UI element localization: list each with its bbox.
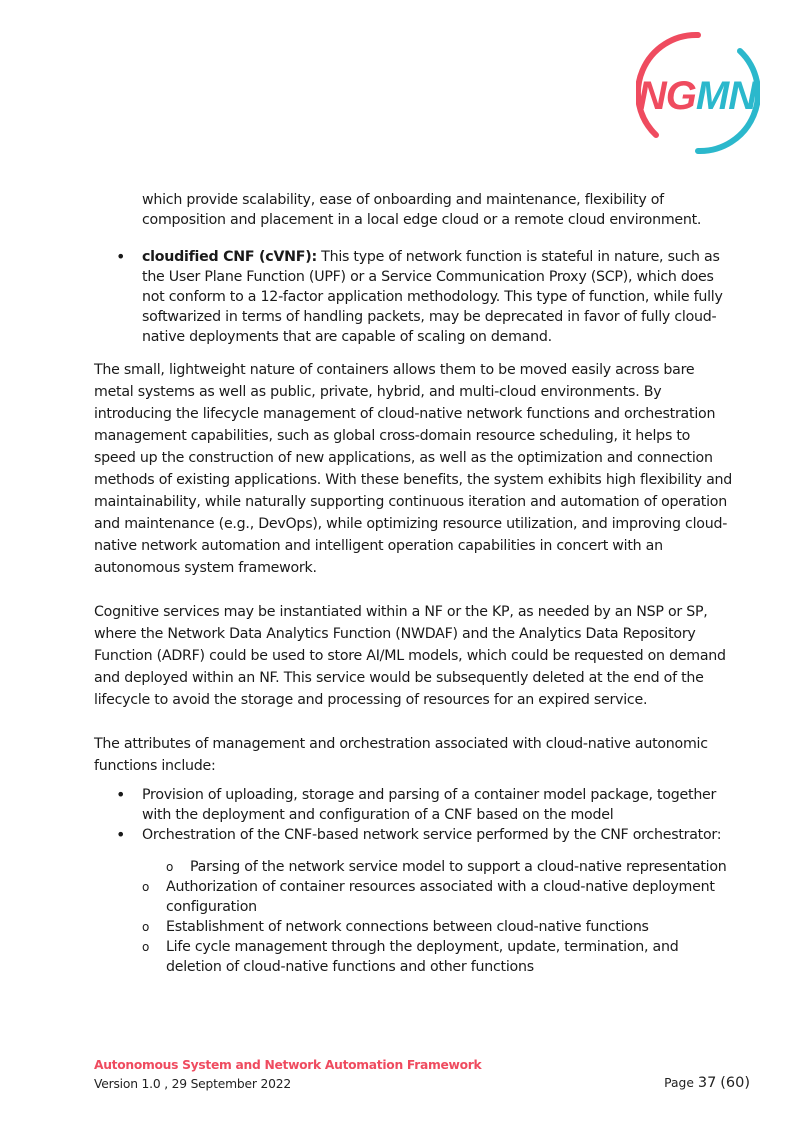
page-body [94, 190, 734, 977]
bullet-cvnf-term: cloudified CNF (cVNF): [142, 249, 317, 265]
footer-title: Autonomous System and Network Automation Framework [94, 1058, 482, 1072]
logo-text-mn: MN [695, 74, 757, 118]
attributes-list [94, 785, 734, 845]
attribute-bullet: • Orchestration of the CNF-based network service performed by the CNF orchestrator: [94, 825, 734, 845]
paragraph-cognitive-services: Cognitive services may be instantiated within a NF or the KP, as needed by an NSP or SP, where the Network Data Analytics Function (NWDAF) and the Analytics Data Repository Function (ADRF) could be used to store AI/ML models, which could be requested on demand and deployed within an NF. This service would be subsequently deleted at the end of the lifecycle to avoid the storage and processing of resources for an expired service. [94, 604, 726, 708]
bullet-cvnf-text: This type of network function is stateful in nature, such as the User Plane Function (UPF) or a Service Communication Proxy (SCP), which does not conform to a 12-factor application methodology. This type of function, while fully softwarized in terms of handling packets, may be deprecated in favor of fully cloud-native deployments that are capable of scaling on demand. [142, 249, 723, 345]
bullet-cvnf [94, 247, 734, 347]
page-current: 37 [697, 1075, 717, 1091]
attributes-intro: The attributes of management and orchestration associated with cloud-native autonomic functions include: [94, 736, 708, 774]
page-label: Page [664, 1076, 694, 1090]
page-number [648, 1075, 750, 1091]
sub-bullet: o Parsing of the network service model to support a cloud-native representation [94, 857, 734, 877]
svg-text:NGMN [638, 74, 758, 118]
cnf-type-list [94, 247, 734, 347]
ngmn-logo [636, 31, 760, 155]
sub-bullet: o Authorization of container resources associated with a cloud-native deployment configuration [94, 877, 734, 917]
attribute-bullet: • Provision of uploading, storage and parsing of a container model package, together with the deployment and configuration of a CNF based on the model [94, 785, 734, 825]
footer-version: Version 1.0 , 29 September 2022 [94, 1077, 291, 1091]
logo-text-ng: NG [637, 74, 696, 118]
page-total: (60) [720, 1075, 750, 1091]
orchestration-sub-list [94, 857, 734, 977]
sub-bullet: o Establishment of network connections between cloud-native functions [94, 917, 734, 937]
sub-bullet: o Life cycle management through the deployment, update, termination, and deletion of cloud-native functions and other functions [94, 937, 734, 977]
continuation-text: which provide scalability, ease of onboarding and maintenance, flexibility of composition and placement in a local edge cloud or a remote cloud environment. [142, 192, 702, 228]
paragraph-containers: The small, lightweight nature of containers allows them to be moved easily across bare metal systems as well as public, private, hybrid, and multi-cloud environments. By introducing the lifecycle management of cloud-native network functions and orchestration management capabilities, such as global cross-domain resource scheduling, it helps to speed up the construction of new applications, as well as the optimization and connection methods of existing applications. With these benefits, the system exhibits high flexibility and maintainability, while naturally supporting continuous iteration and automation of operation and maintenance (e.g., DevOps), while optimizing resource utilization, and improving cloud-native network automation and intelligent operation capabilities in concert with an autonomous system framework. [94, 362, 733, 576]
